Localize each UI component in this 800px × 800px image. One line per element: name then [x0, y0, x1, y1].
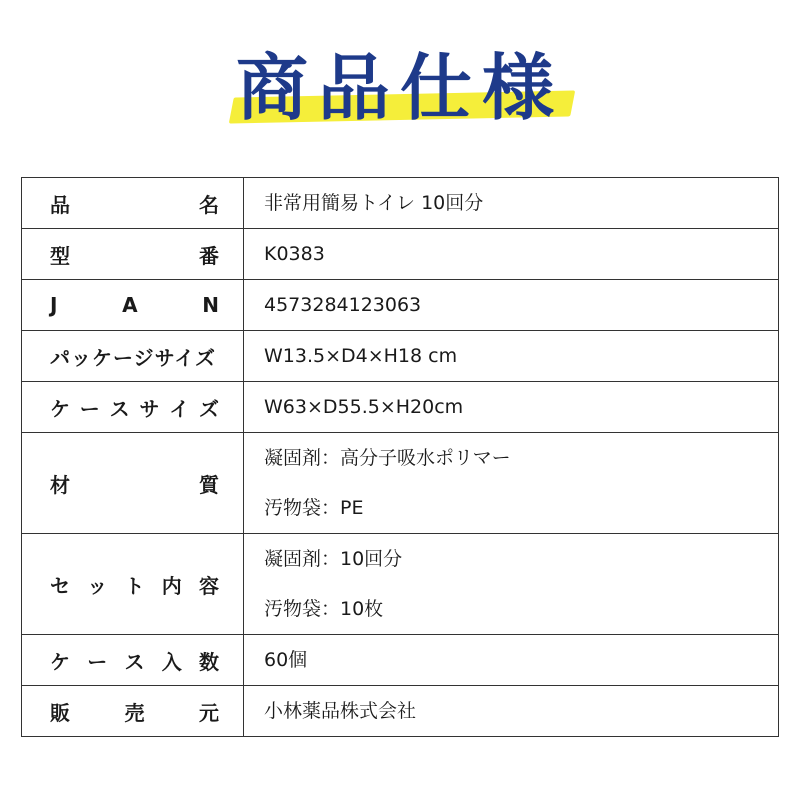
- label-char: ス: [124, 649, 145, 674]
- spec-value-text: W63×D55.5×H20cm: [264, 396, 464, 418]
- spec-value-text: 小林薬品株式会社: [264, 700, 417, 722]
- spec-label: [22, 331, 244, 382]
- spec-value-text: 汚物袋：PE: [264, 497, 364, 519]
- spec-value: [244, 280, 779, 331]
- spec-row-jan: [22, 280, 779, 331]
- spec-row-case-quantity: [22, 635, 779, 686]
- spec-value: [244, 331, 779, 382]
- label-char: イ: [169, 396, 190, 421]
- label-char: 販: [50, 700, 70, 725]
- spec-value: [244, 382, 779, 433]
- spec-table: [21, 177, 779, 737]
- label-char: 元: [199, 700, 219, 725]
- label-char: ケ: [50, 396, 70, 421]
- spec-label: [22, 229, 244, 280]
- spec-row-distributor: [22, 686, 779, 737]
- spec-label: [22, 280, 244, 331]
- spec-value-text: 凝固剤：高分子吸水ポリマー: [264, 447, 511, 469]
- spec-label: [22, 382, 244, 433]
- spec-value: [244, 635, 779, 686]
- label-char: 売: [124, 700, 145, 725]
- spec-row-set-contents: [22, 534, 779, 635]
- label-char: ッ: [87, 573, 108, 598]
- label-char: ズ: [198, 396, 219, 421]
- spec-label: [22, 686, 244, 737]
- spec-value-text: 凝固剤：10回分: [264, 548, 403, 570]
- spec-value-text: 4573284123063: [264, 294, 422, 316]
- label-char: ー: [79, 396, 100, 421]
- label-char: 名: [199, 192, 219, 217]
- title-area: [0, 42, 800, 142]
- spec-value-text: 汚物袋：10枚: [264, 598, 384, 620]
- spec-value-text: 非常用簡易トイレ 10回分: [264, 192, 484, 214]
- label-char: ー: [87, 649, 108, 674]
- page-title: 商品仕様: [235, 46, 564, 130]
- label-char: サ: [139, 396, 160, 421]
- label-char: 容: [199, 573, 219, 598]
- spec-label: [22, 635, 244, 686]
- label-char: 材: [50, 472, 70, 497]
- label-char: 質: [199, 472, 219, 497]
- spec-value: [244, 433, 779, 534]
- label-char: J: [50, 293, 58, 317]
- spec-value-text: K0383: [264, 243, 325, 265]
- label-char: 品: [50, 192, 70, 217]
- label-char: 内: [161, 573, 182, 598]
- label-char: ス: [109, 396, 130, 421]
- spec-value-text: W13.5×D4×H18 cm: [264, 345, 458, 367]
- label-char: 入: [161, 649, 182, 674]
- spec-row-model-number: [22, 229, 779, 280]
- spec-value: [244, 229, 779, 280]
- spec-label: [22, 178, 244, 229]
- spec-value: [244, 686, 779, 737]
- label-char: セ: [50, 573, 70, 598]
- label-char: 型: [50, 243, 70, 268]
- spec-row-package-size: [22, 331, 779, 382]
- spec-row-material: [22, 433, 779, 534]
- spec-label: [22, 433, 244, 534]
- spec-value: [244, 534, 779, 635]
- label-char: ケ: [50, 649, 70, 674]
- spec-label: [22, 534, 244, 635]
- spec-row-case-size: [22, 382, 779, 433]
- spec-value-text: 60個: [264, 649, 308, 671]
- spec-value: [244, 178, 779, 229]
- label-char: A: [122, 293, 138, 317]
- label-char: 番: [199, 243, 219, 268]
- label-text: パッケージサイズ: [50, 345, 216, 370]
- label-char: ト: [124, 573, 145, 598]
- label-char: 数: [199, 649, 219, 674]
- spec-row-product-name: [22, 178, 779, 229]
- label-char: N: [202, 293, 219, 317]
